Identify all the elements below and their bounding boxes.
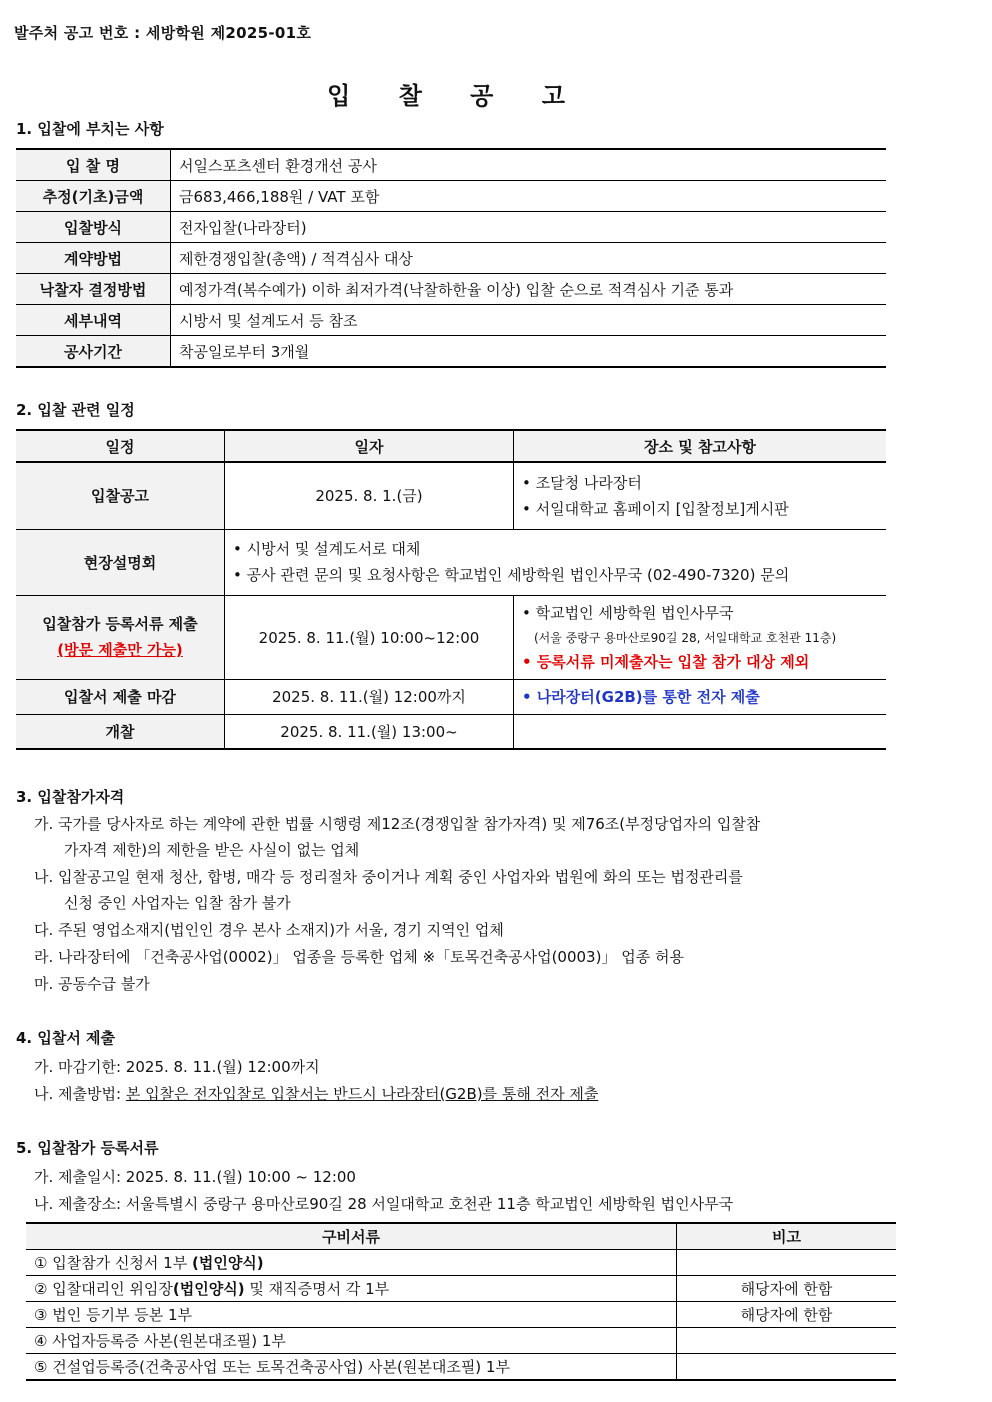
schedule-notes xyxy=(514,595,887,679)
schedule-label: 입찰공고 xyxy=(16,462,225,529)
submission-datetime: 가. 제출일시: 2025. 8. 11.(월) 10:00 ~ 12:00 xyxy=(34,1168,356,1186)
note-text: 학교법인 세방학원 법인사무국 xyxy=(535,603,734,622)
section3-heading: 3. 입찰참가자격 xyxy=(16,788,125,806)
document-note xyxy=(677,1328,897,1354)
col-header: 일자 xyxy=(225,430,514,462)
schedule-label xyxy=(16,595,225,679)
table-row xyxy=(26,1354,896,1381)
bid-info-table xyxy=(16,148,886,368)
document-note xyxy=(677,1354,897,1381)
col-header: 장소 및 참고사항 xyxy=(514,430,887,462)
schedule-label: 입찰서 제출 마감 xyxy=(16,679,225,714)
schedule-date: 2025. 8. 11.(월) 13:00~ xyxy=(225,714,514,749)
note-item: • 조달청 나라장터 xyxy=(522,474,642,492)
row-label: 추정(기초)금액 xyxy=(16,181,171,212)
note-item: • 공사 관련 문의 및 요청사항은 학교법인 세방학원 법인사무국 (02-490-7320) 문의 xyxy=(233,566,789,584)
schedule-notes xyxy=(514,714,887,749)
qualification-item: 다. 주된 영업소재지(법인인 경우 본사 소재지)가 서울, 경기 지역인 업체 xyxy=(34,921,504,939)
doc-text: ⑤ 건설업등록증(건축공사업 또는 토목건축공사업) 사본(원본대조필) 1부 xyxy=(34,1358,510,1376)
note-text: 등록서류 미제출자는 입찰 참가 대상 제외 xyxy=(536,652,810,671)
schedule-date: 2025. 8. 11.(월) 10:00~12:00 xyxy=(225,595,514,679)
doc-text: ③ 법인 등기부 등본 1부 xyxy=(34,1306,192,1324)
row-label: 입찰방식 xyxy=(16,212,171,243)
document-note xyxy=(677,1250,897,1276)
table-row xyxy=(16,529,886,595)
row-value: 제한경쟁입찰(총액) / 적격심사 대상 xyxy=(171,243,887,274)
section5-heading: 5. 입찰참가 등록서류 xyxy=(16,1139,159,1157)
method-value: 본 입찰은 전자입찰로 입찰서는 반드시 나라장터(G2B)를 통해 전자 제출 xyxy=(125,1085,599,1103)
note-text: 나라장터(G2B)를 통한 전자 제출 xyxy=(536,688,760,706)
col-header: 비고 xyxy=(677,1223,897,1250)
schedule-label: 현장설명회 xyxy=(16,529,225,595)
doc-text: ① 입찰참가 신청서 1부 xyxy=(34,1254,192,1272)
qualification-item-cont: 가자격 제한)의 제한을 받은 사실이 없는 업체 xyxy=(64,841,360,859)
table-row xyxy=(16,679,886,714)
e-submission-note: • 나라장터(G2B)를 통한 전자 제출 xyxy=(514,679,887,714)
doc-text: ④ 사업자등록증 사본(원본대조필) 1부 xyxy=(34,1332,286,1350)
doc-bold: (법인양식) xyxy=(172,1280,245,1298)
document-note: 해당자에 한함 xyxy=(677,1276,897,1302)
schedule-date: 2025. 8. 11.(월) 12:00까지 xyxy=(225,679,514,714)
note-address: (서울 중랑구 용마산로90길 28, 서일대학교 호천관 11층) xyxy=(534,630,837,645)
qualification-item: 나. 입찰공고일 현재 청산, 합병, 매각 등 정리절차 중이거나 계획 중인 사업자와 법원에 화의 또는 법정관리를 xyxy=(34,868,743,886)
table-row xyxy=(16,149,886,181)
schedule-date: 2025. 8. 1.(금) xyxy=(225,462,514,529)
notice-number: 발주처 공고 번호 : 세방학원 제2025-01호 xyxy=(14,24,312,42)
submission-deadline: 가. 마감기한: 2025. 8. 11.(월) 12:00까지 xyxy=(34,1058,320,1076)
table-row xyxy=(16,305,886,336)
table-row xyxy=(26,1276,896,1302)
row-value: 금683,466,188원 / VAT 포함 xyxy=(171,181,887,212)
schedule-notes xyxy=(514,462,887,529)
note-item: • 서일대학교 홈페이지 [입찰정보]게시판 xyxy=(522,500,789,518)
table-row xyxy=(16,336,886,368)
page-title: 입 찰 공 고 xyxy=(327,82,585,110)
qualification-item: 마. 공동수급 불가 xyxy=(34,975,150,993)
row-label: 세부내역 xyxy=(16,305,171,336)
schedule-label-text: 입찰참가 등록서류 제출 xyxy=(42,615,198,633)
table-row xyxy=(16,274,886,305)
submission-place: 나. 제출장소: 서울특별시 중랑구 용마산로90길 28 서일대학교 호천관 11층 학교법인 세방학원 법인사무국 xyxy=(34,1195,734,1213)
row-label: 계약방법 xyxy=(16,243,171,274)
col-header: 구비서류 xyxy=(26,1223,677,1250)
section4-heading: 4. 입찰서 제출 xyxy=(16,1029,116,1047)
document-item xyxy=(26,1250,677,1276)
document-note: 해당자에 한함 xyxy=(677,1302,897,1328)
doc-bold: (법인양식) xyxy=(191,1254,264,1272)
row-value: 예정가격(복수예가) 이하 최저가격(낙찰하한율 이상) 입찰 순으로 적격심사 기준 통과 xyxy=(171,274,887,305)
doc-text: 및 재직증명서 각 1부 xyxy=(244,1280,390,1298)
visit-only-note: (방문 제출만 가능) xyxy=(57,641,183,659)
table-row xyxy=(16,212,886,243)
table-row xyxy=(16,181,886,212)
submission-method xyxy=(34,1081,598,1107)
qualification-item: 가. 국가를 당사자로 하는 계약에 관한 법률 시행령 제12조(경쟁입찰 참가자격) 및 제76조(부정당업자의 입찰참 xyxy=(34,815,761,833)
table-row xyxy=(16,595,886,679)
table-row xyxy=(16,243,886,274)
schedule-notes xyxy=(225,529,887,595)
section1-heading: 1. 입찰에 부치는 사항 xyxy=(16,120,164,138)
table-row xyxy=(16,462,886,529)
warning-note: • 등록서류 미제출자는 입찰 참가 대상 제외 xyxy=(522,652,810,671)
document-item xyxy=(26,1302,677,1328)
qualification-item-cont: 신청 중인 사업자는 입찰 참가 불가 xyxy=(64,894,291,912)
row-label: 공사기간 xyxy=(16,336,171,368)
doc-text: ② 입찰대리인 위임장 xyxy=(34,1280,173,1298)
table-row xyxy=(16,714,886,749)
schedule-table xyxy=(16,429,886,750)
document-item xyxy=(26,1354,677,1381)
row-label: 낙찰자 결정방법 xyxy=(16,274,171,305)
document-item xyxy=(26,1328,677,1354)
note-item: • 학교법인 세방학원 법인사무국 xyxy=(522,603,734,622)
note-item: • 시방서 및 설계도서로 대체 xyxy=(233,540,420,558)
table-row xyxy=(26,1250,896,1276)
qualification-item: 라. 나라장터에 「건축공사업(0002)」 업종을 등록한 업체 ※「토목건축공사업(0003)」 업종 허용 xyxy=(34,948,684,966)
table-row xyxy=(26,1302,896,1328)
row-value: 착공일로부터 3개월 xyxy=(171,336,887,368)
row-value: 시방서 및 설계도서 등 참조 xyxy=(171,305,887,336)
col-header: 일정 xyxy=(16,430,225,462)
row-label: 입 찰 명 xyxy=(16,149,171,181)
schedule-label: 개찰 xyxy=(16,714,225,749)
section2-heading: 2. 입찰 관련 일정 xyxy=(16,401,135,419)
row-value: 서일스포츠센터 환경개선 공사 xyxy=(171,149,887,181)
row-value: 전자입찰(나라장터) xyxy=(171,212,887,243)
document-item xyxy=(26,1276,677,1302)
table-row xyxy=(26,1328,896,1354)
documents-table xyxy=(26,1222,896,1381)
method-label: 나. 제출방법: xyxy=(34,1085,126,1103)
